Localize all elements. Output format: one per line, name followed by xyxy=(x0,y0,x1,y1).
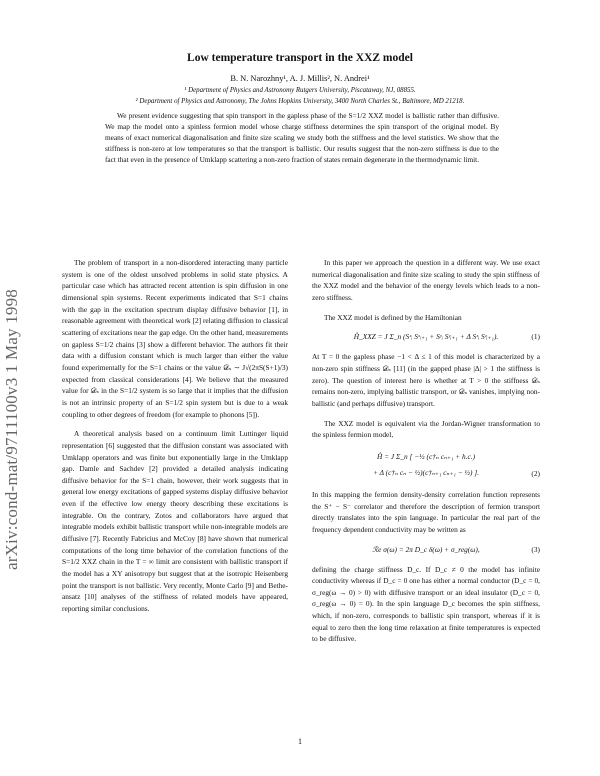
page-number: 1 xyxy=(298,737,302,746)
paragraph: The XXZ model is defined by the Hamiltonian xyxy=(324,312,462,322)
equation-1-number: (1) xyxy=(531,332,540,342)
paragraph: At T = 0 the gapless phase −1 < Δ ≤ 1 of this model is characterized by a non-zero spin stiffness 𝒟ₛ [11] (in the gapped phase |Δ| > 1 the stiffness is zero). The question of interest here is whether at T > 0 the stiffness 𝒟ₛ remains non-zero, implying ballistic transport, or 𝒟ₛ vanishes, implying non-ballistic (and perhaps diffusive) transport. xyxy=(312,352,540,408)
affiliation-1: ¹ Department of Physics and Astronomy Rutgers University, Piscataway, NJ, 08855. xyxy=(184,87,416,94)
equation-3-body: ℛe σ(ω) = 2π D_c δ(ω) + σ_reg(ω), xyxy=(372,544,480,554)
paragraph: In this paper we approach the question in a different way. We use exact numerical diagonalisation and finite size scaling to study the spin stiffness of the XXZ model and the behavior of the energy levels which leads to a non-zero stiffness. xyxy=(312,258,540,302)
paragraph: A theoretical analysis based on a continuum limit Luttinger liquid representation [6] suggested that the diffusion constant was associated with Umklapp operators and was finite but exponentially large in the Umklapp gap. Damle and Sachdev [2] provided a detailed analysis indicating diffusive behavior for the S=1 chain, however, their work suggests that in general low energy excitations of gapped systems display diffusive behavior even if the effective low energy theory describing these excitations is integrable. On the contrary, Zotos and collaborators have argued that integrable models exhibit ballistic transport while non-integrable models are diffusive [7]. Recently Fabricius and McCoy [8] have shown that numerical computations of the long time behavior of the correlation functions of the S=1/2 XXZ chain in the T = ∞ limit are consistent with ballistic transport if the model has a XY anisotropy but suggest that at the isotropic Heisenberg point the transport is not ballistic. Very recently, Monte Carlo [9] and Bethe-ansatz [10] analyses of the stiffness of related models have appeared, reporting similar conclusions. xyxy=(62,429,288,614)
paragraph: The problem of transport in a non-disordered interacting many particle system is one of the oldest unsolved problems in solid state physics. A particular case which has attracted recent attention is spin diffusion in one dimensional spin systems. Recent experiments indicated that S=1 chains with the gap in the excitation spectrum display diffusive behavior [1], in reasonable agreement with theoretical work [2] relating diffusion to classical scattering of excitations near the gap edge. On the other hand, measurements on gapless S=1/2 chains [3] show a different behavior. The authors fit their data with a diffusion constant which is much larger than either the value found experimentally for the S=1 chains or the value 𝒟ₛ ∼ J√(2πS(S+1)/3) expected from classical considerations [4]. We believe that the measured value for 𝒟ₛ in the S=1/2 system is so large that it implies that the diffusion is not an intrinsic property of an S=1/2 spin system but is due to a weak coupling to other degrees of freedom (for example to phonons [5]). xyxy=(62,258,288,419)
equation-3-number: (3) xyxy=(531,544,540,554)
equation-2-line-1: Ĥ = J Σ_n [ −½ (c†ₙ cₙ₊₁ + h.c.) xyxy=(376,451,476,461)
paragraph: defining the charge stiffness D_c. If D_c ≠ 0 the model has infinite conductivity whereas if D_c = 0 one has either a normal conductor (D_c = 0, σ_reg(ω → 0) > 0) with diffusive transport or an ideal insulator (D_c = 0, σ_reg(ω → 0) = 0). In the spin language D_c becomes the spin stiffness, which, if non-zero, corresponds to ballistic spin transport, whereas if it is equal to zero then the long time relaxation at finite temperatures is expected to be diffusive. xyxy=(312,564,540,644)
equation-1-body: Ĥ_XXZ = J Σ_n (Sˣᵢ Sˣᵢ₊₁ + Sʸᵢ Sʸᵢ₊₁ + Δ Sᶻᵢ Sᶻᵢ₊₁). xyxy=(353,332,499,342)
equation-2 xyxy=(312,449,540,483)
paragraph: In this mapping the fermion density-density correlation function represents the S⁺ − S⁻ correlator and therefore the description of fermion transport directly translates into the spin language. In particular the real part of the frequency dependent conductivity may be written as xyxy=(312,489,540,534)
right-column xyxy=(312,257,540,653)
arxiv-identifier: arXiv:cond-mat/9711100v3 1 May 1998 xyxy=(2,288,21,570)
authors: B. N. Narozhny¹, A. J. Millis², N. Andrei¹ xyxy=(230,74,370,83)
equation-2-line-2: + Δ (c†ₙ cₙ − ½)(c†ₙ₊₁ cₙ₊₁ − ½) ]. xyxy=(372,467,480,477)
left-column xyxy=(62,257,288,623)
equation-2-number: (2) xyxy=(531,468,540,478)
abstract: We present evidence suggesting that spin transport in the gapless phase of the S=1/2 XXZ model is ballistic rather than diffusive. We map the model onto a spinless fermion model whose charge stiffness determines the spin transport of the original model. By means of exact numerical diagonalisation and finite size scaling we study both the stiffness and the level statistics. We show that the stiffness is non-zero at low temperatures so that the transport is ballistic. Our results suggest that the non-zero stiffness is due to the fact that even in the presence of Umklapp scattering a non-zero fraction of states remain degenerate in the thermodynamic limit. xyxy=(105,111,499,164)
paper-title: Low temperature transport in the XXZ model xyxy=(187,52,413,64)
affiliation-2: ² Department of Physics and Astronomy, The Johns Hopkins University, 3400 North Charles St., Baltimore, MD 21218. xyxy=(135,98,465,105)
paragraph: The XXZ model is equivalent via the Jordan-Wigner transformation to the spinless fermion model, xyxy=(312,418,540,440)
equation-3 xyxy=(312,544,540,558)
equation-1 xyxy=(312,331,540,345)
